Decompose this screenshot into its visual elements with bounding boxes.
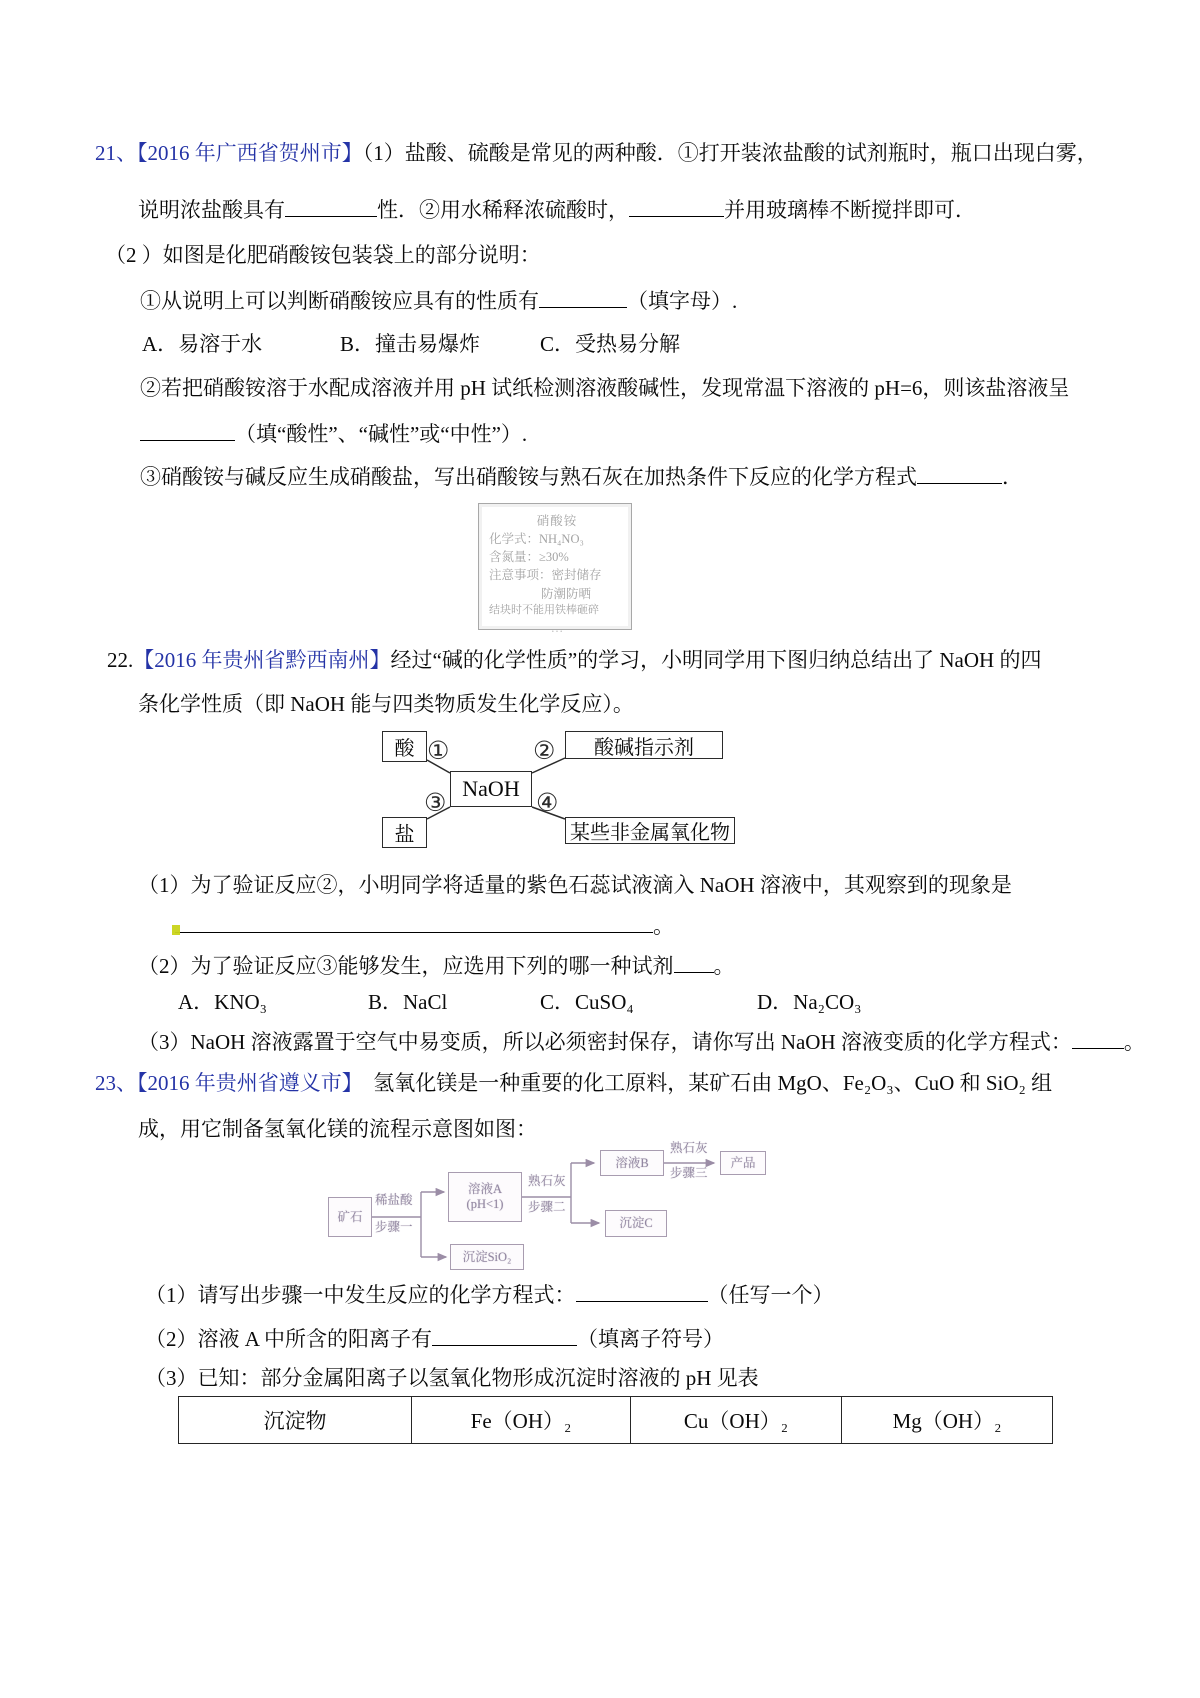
q22-sub1-text: （1）为了验证反应②，小明同学将适量的紫色石蕊试液滴入 NaOH 溶液中，其观察到的现象是 <box>138 873 1012 897</box>
blank-line <box>917 463 1002 484</box>
q21-options-row <box>0 331 1200 361</box>
q21-option-a: A．易溶于水 <box>142 332 263 356</box>
q22-number: 22. <box>107 648 134 672</box>
q21-sub2-line2 <box>140 420 527 448</box>
blank-line <box>285 196 377 217</box>
flow-label-step3: 步骤三 <box>670 1166 708 1180</box>
table-cell-feoh2: Fe（OH）₂ <box>412 1397 631 1444</box>
q22-line2-text: 条化学性质（即 NaOH 能与四类物质发生化学反应）。 <box>138 692 634 716</box>
q21-line1-text: （1）盐酸、硫酸是常见的两种酸．①打开装浓盐酸的试剂瓶时，瓶口出现白雾， <box>362 141 1098 165</box>
q23-line1-text: 氢氧化镁是一种重要的化工原料，某矿石由 MgO、Fe₂O₃、CuO 和 SiO₂ 组 <box>352 1071 1053 1095</box>
q21-sub1-text-a: ①从说明上可以判断硝酸铵应具有的性质有 <box>140 288 539 313</box>
ph-table <box>178 1396 1053 1444</box>
ph-table-container <box>178 1396 1053 1444</box>
q21-sub2-hint: （填“酸性”、“碱性”或“中性”）. <box>235 421 528 446</box>
q22-sub2-period: 。 <box>713 953 735 978</box>
flow-label-step2: 步骤二 <box>528 1200 566 1214</box>
flow-box-precipitate-sio2: 沉淀SiO₂ <box>450 1244 524 1270</box>
q22-sub2-text: （2）为了验证反应③能够发生，应选用下列的哪一种试剂 <box>138 953 674 978</box>
blank-line <box>674 952 714 973</box>
mgoh2-preparation-flowchart <box>318 1142 783 1274</box>
flow-label-dilute-hcl: 稀盐酸 <box>375 1193 413 1207</box>
q23-line2-text: 成，用它制备氢氧化镁的流程示意图如图： <box>138 1117 537 1141</box>
q22-line2 <box>138 691 634 718</box>
flow-box-solution-b: 溶液B <box>600 1150 664 1176</box>
table-cell-cuoh2: Cu（OH）₂ <box>631 1397 842 1444</box>
q21-sub3-period: ． <box>1002 464 1023 489</box>
highlight-mark <box>172 925 180 935</box>
q22-option-a: A．KNO₃ <box>178 990 267 1014</box>
flow-label-slaked-lime-3: 熟石灰 <box>670 1141 708 1155</box>
q21-part2-intro <box>105 242 541 269</box>
reaction-1-label: ① <box>427 736 450 765</box>
q22-options-row <box>0 989 1200 1019</box>
q21-line2 <box>138 196 976 224</box>
flow-box-ore: 矿石 <box>328 1197 372 1237</box>
blank-line <box>576 1281 708 1302</box>
diagram-box-salt: 盐 <box>382 817 427 848</box>
q23-line2 <box>138 1116 537 1143</box>
q22-line1-text: 经过“碱的化学性质”的学习，小明同学用下图归纳总结出了 NaOH 的四 <box>390 648 1042 672</box>
blank-line <box>432 1325 577 1346</box>
q23-sub2-hint: （填离子符号） <box>577 1326 725 1351</box>
reaction-4-label: ④ <box>536 788 559 817</box>
q22-sub3-text: （3）NaOH 溶液露置于空气中易变质，所以必须密封保存，请你写出 NaOH 溶液变质的化学方程式： <box>138 1029 1072 1054</box>
package-formula: 化学式：NH₄NO₃ <box>489 532 584 547</box>
diagram-box-acid: 酸 <box>382 731 427 762</box>
q22-option-d: D．Na₂CO₃ <box>757 990 862 1014</box>
q22-sub3-period: 。 <box>1123 1029 1145 1054</box>
q22-sub1 <box>138 872 1012 899</box>
q22-line1 <box>107 647 1041 674</box>
reaction-2-label: ② <box>533 736 556 765</box>
q21-part2-intro-text: （2 ）如图是化肥硝酸铵包装袋上的部分说明： <box>105 243 541 267</box>
reaction-3-label: ③ <box>424 788 447 817</box>
q23-sub1-hint: （任写一个） <box>707 1282 834 1307</box>
blank-line <box>629 196 724 217</box>
q21-line2-text-c: 并用玻璃棒不断搅拌即可． <box>724 197 976 222</box>
q21-sub2-line1 <box>140 375 1069 402</box>
q21-line2-text-a: 说明浓盐酸具有 <box>138 197 285 222</box>
q23-sub2 <box>145 1325 724 1353</box>
flow-box-precipitate-c: 沉淀C <box>605 1210 667 1237</box>
q23-sub1 <box>145 1281 834 1309</box>
q21-sub3 <box>140 463 1023 491</box>
diagram-box-indicator: 酸碱指示剂 <box>565 731 723 759</box>
flow-box-solution-a <box>448 1172 522 1222</box>
q23-line1 <box>95 1070 1052 1097</box>
q22-sub1-period: 。 <box>653 913 674 938</box>
q21-sub1-text-b: （填字母）. <box>627 288 738 313</box>
q21-sub1 <box>140 287 737 315</box>
fertilizer-package-image <box>478 503 632 635</box>
q21-source-tag: 21、【2016 年广西省贺州市】 <box>95 141 363 165</box>
q21-line2-text-b: 性．②用水稀释浓硫酸时， <box>377 197 629 222</box>
q22-option-b: B．NaCl <box>368 990 448 1014</box>
flow-solution-a-name: 溶液A <box>467 1182 503 1196</box>
q21-option-c: C．受热易分解 <box>540 332 681 356</box>
q22-source-tag: 【2016 年贵州省黔西南州】 <box>133 648 391 672</box>
flow-label-step1: 步骤一 <box>375 1220 413 1234</box>
q21-line1 <box>95 140 1098 167</box>
blank-line <box>539 287 627 308</box>
blank-line <box>1072 1028 1124 1049</box>
q22-sub3 <box>138 1028 1145 1056</box>
q22-option-c: C．CuSO₄ <box>540 990 634 1014</box>
blank-line <box>175 912 653 933</box>
package-notice: 注意事项：密封储存 <box>489 568 602 583</box>
q21-sub2-text: ②若把硝酸铵溶于水配成溶液并用 pH 试纸检测溶液酸碱性，发现常温下溶液的 pH=6，则该盐溶液呈 <box>140 376 1070 400</box>
q23-sub2-text: （2）溶液 A 中所含的阳离子有 <box>145 1326 433 1351</box>
package-title: 硝酸铵 <box>536 514 578 528</box>
package-dots: … <box>550 620 564 635</box>
flow-box-product: 产品 <box>720 1151 766 1175</box>
blank-line <box>140 420 235 441</box>
package-notice3: 结块时不能用铁棒砸碎 <box>489 603 599 616</box>
diagram-box-naoh: NaOH <box>450 771 532 807</box>
table-row <box>179 1397 1053 1444</box>
q22-sub2 <box>138 952 735 980</box>
q23-sub3-text: （3）已知：部分金属阳离子以氢氧化物形成沉淀时溶液的 pH 见表 <box>145 1366 759 1390</box>
q23-sub1-text: （1）请写出步骤一中发生反应的化学方程式： <box>145 1282 576 1307</box>
flow-label-slaked-lime-2: 熟石灰 <box>528 1174 566 1188</box>
q21-sub3-text: ③硝酸铵与碱反应生成硝酸盐，写出硝酸铵与熟石灰在加热条件下反应的化学方程式 <box>140 464 917 489</box>
q23-source-tag: 23、【2016 年贵州省遵义市】 <box>95 1071 353 1095</box>
package-nitrogen-content: 含氮量：≥30% <box>489 550 569 565</box>
q21-option-b: B．撞击易爆炸 <box>340 332 481 356</box>
flow-solution-a-ph: (pH<1) <box>466 1197 504 1211</box>
table-header-precipitate: 沉淀物 <box>179 1397 412 1444</box>
naoh-properties-diagram <box>380 727 740 852</box>
table-cell-mgoh2: Mg（OH）₂ <box>842 1397 1053 1444</box>
diagram-box-nonmetal-oxide: 某些非金属氧化物 <box>565 817 735 844</box>
package-notice2: 防潮防晒 <box>541 586 592 601</box>
q23-sub3 <box>145 1365 759 1392</box>
q22-sub1-answer-line <box>175 912 674 940</box>
